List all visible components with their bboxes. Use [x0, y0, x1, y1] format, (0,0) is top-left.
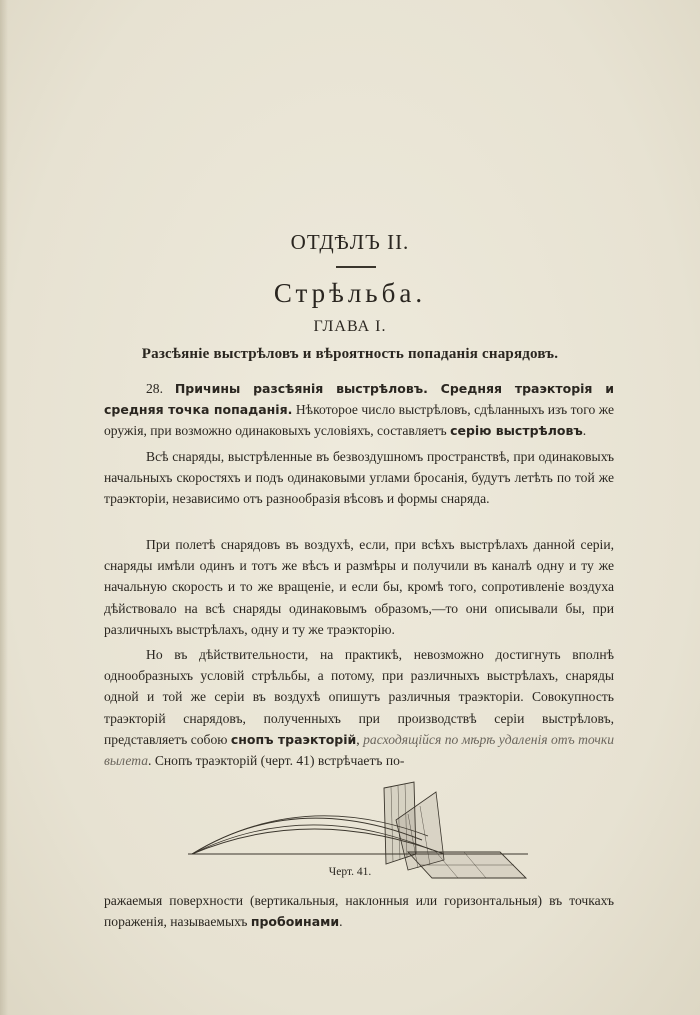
paragraph-text: ражаемыя поверхности (вертикальныя, наклонныя или горизонтальныя) въ точкахъ пораженія, называемыхъ	[104, 893, 614, 930]
paragraph-vacuum	[104, 446, 614, 510]
term-sheaf: снопъ траэкторій	[230, 731, 357, 747]
title-rule	[336, 266, 376, 268]
paragraph-text: Но въ дѣйствительности, на практикѣ, невозможно достигнуть вполнѣ однообразныхъ условій стрѣльбы, а потому, при различныхъ выстрѣлахъ, снаряды одной и той же серіи въ воздухѣ опишутъ различныя траэкторіи. Совокупность траэкторій снарядовъ, полученныхъ при производствѣ серіи выстрѣловъ, представляетъ собою	[104, 647, 614, 747]
term-series: серію выстрѣловъ	[450, 423, 583, 439]
paragraph-text: Всѣ снаряды, выстрѣленные въ безвоздушномъ пространствѣ, при одинаковыхъ начальныхъ скоростяхъ и подъ одинаковыми углами бросанія, будутъ летѣть по той же траэкторіи, независимо отъ разнообразія вѣсовъ и формы снаряда.	[104, 449, 614, 507]
term-holes: пробоинами	[250, 914, 340, 930]
paragraph-text-end: . Снопъ траэкторій (черт. 41) встрѣчаетъ по-	[148, 753, 405, 769]
section-title: ОТДѢЛЪ II.	[290, 230, 410, 254]
paragraph-text: При полетѣ снарядовъ въ воздухѣ, если, при всѣхъ выстрѣлахъ данной серіи, снаряды имѣли одинъ и тотъ же вѣсъ и размѣры и получили въ каналѣ одну и ту же начальную скорость и то же вращеніе, и если бы, кромѣ того, сопротивленіе воздуха дѣйствовало на всѣ снаряды одинаковымъ образомъ,—то они описывали бы, при различныхъ выстрѣлахъ, одну и ту же траэкторію.	[104, 537, 614, 637]
paragraph-air	[104, 534, 614, 640]
chapter-title: ГЛАВА I.	[313, 318, 387, 335]
comma: ,	[356, 731, 364, 747]
paragraph-text-end: .	[339, 914, 343, 930]
paragraph-number: 28.	[146, 381, 163, 396]
italic-phrase: расходящійся по мѣрѣ удаленія отъ точки вылета	[104, 731, 615, 769]
paragraph-heading: Причины разсѣянія выстрѣловъ. Средняя траэкторія и средняя точка попаданія.	[104, 381, 615, 418]
paragraph-text-end: .	[582, 423, 587, 439]
paragraph-practice	[104, 644, 614, 771]
figure-caption: Черт. 41.	[328, 866, 372, 878]
paragraph-text: Нѣкоторое число выстрѣловъ, сдѣланныхъ изъ того же оружія, при возможно одинаковыхъ условіяхъ, составляетъ	[104, 402, 614, 439]
paragraph-28	[104, 378, 614, 442]
page-spine-shadow	[0, 0, 8, 1015]
part-title: Стрѣльба.	[273, 278, 427, 308]
chapter-subtitle: Разсѣяніе выстрѣловъ и вѣроятность попаданія снарядовъ.	[141, 346, 559, 362]
paragraph-continuation	[104, 890, 614, 932]
